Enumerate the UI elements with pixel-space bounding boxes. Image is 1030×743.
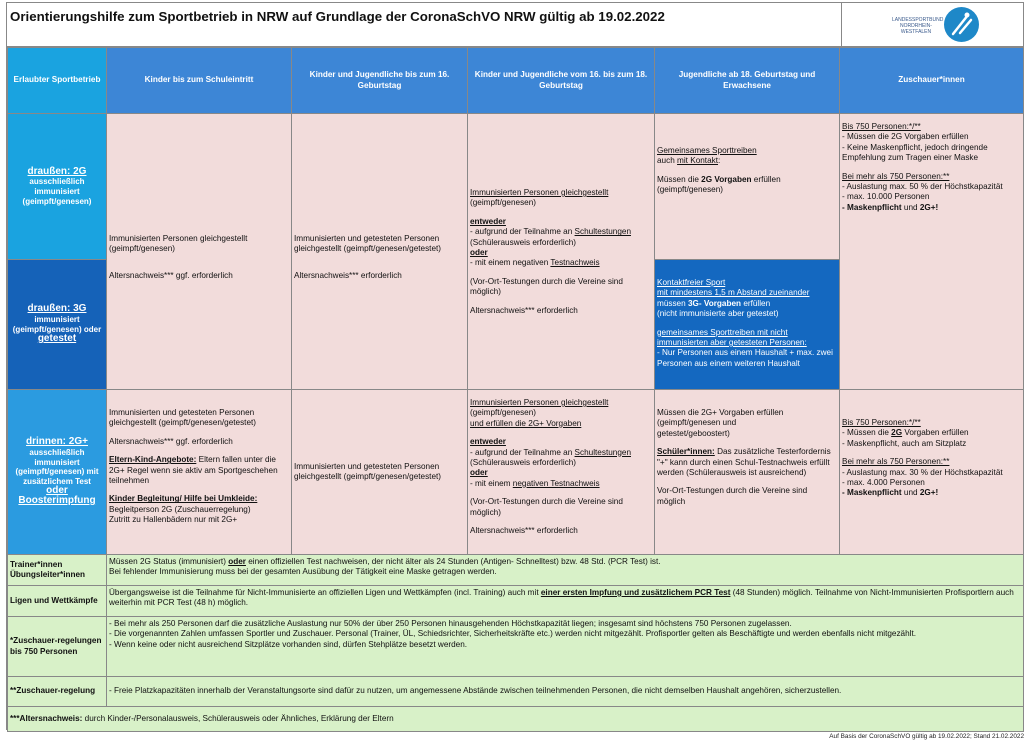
label-trainer: Trainer*innen Übungsleiter*innen (8, 555, 107, 586)
cell-zuschauerregelung: - Freie Platzkapazitäten innerhalb der Veranstaltungsorte sind dafür zu nutzen, um angemessene Abstände zwischen teilnehmenden Personen, die nicht demselben Haushalt angehören, sicherzustellen. (107, 677, 1024, 707)
col-header-zuschauer: Zuschauer*innen (840, 48, 1024, 114)
cell-ligen: Übergangsweise ist die Teilnahme für Nicht-Immunisierte an offiziellen Ligen und Wettkämpfen (incl. Training) auch mit einer ersten Impfung und zusätzlichem PCR Test (48 Stunden) möglich. Teilnahme von Nicht-Immunisierten Profisportlern auch weiterhin mit PCR Test (48 h) möglich. (107, 586, 1024, 617)
logo-line2: NORDRHEIN-WESTFALEN (900, 23, 932, 35)
cell-jug16-drinnen: Immunisierten und getesteten Personen gleichgestellt (geimpft/genesen/getestet) (292, 390, 468, 555)
cell-zuschauer-750: - Bei mehr als 250 Personen darf die zusätzliche Auslastung nur 50% der über 250 Personen hinausgehenden Höchstkapazität liegen; insgesamt sind höchstens 750 Personen zugelassen. - Die vorgenannten Zahlen umfassen Sportler und Zuschauer. Personal (Trainer, ÜL, Schiedsrichter, Sicherheitskräfte etc.) werden nicht mitgezählt. Profisportler gelten als Beschäftigte und werden ebenfalls nicht mitgezählt. - Wenn keine oder nicht ausreichend Sitzplätze vorhanden sind, dürfen Stehplätze besetzt werden. (107, 617, 1024, 677)
col-header-erwachsene: Jugendliche ab 18. Geburtstag und Erwachsene (655, 48, 840, 114)
label-zuschauerregelung: **Zuschauer-regelung (8, 677, 107, 707)
row-altersnachweis (8, 707, 1024, 732)
label-drinnen-2gplus: drinnen: 2G+ ausschließlich immunisiert (geimpft/genesen) mit zusätzlichem Test oder Boosterimpfung (8, 390, 107, 555)
col-header-jug16: Kinder und Jugendliche bis zum 16. Geburtstag (292, 48, 468, 114)
row-ligen (8, 586, 1024, 617)
cell-erw-draussen-2g: Gemeinsames Sporttreiben auch mit Kontakt: Müssen die 2G Vorgaben erfüllen (geimpft/genesen) (655, 114, 840, 260)
cell-zus-drinnen: Bis 750 Personen:*/** - Müssen die 2G Vorgaben erfüllen - Maskenpflicht, auch am Sitzplatz Bei mehr als 750 Personen:** - Auslastung max. 30 % der Höchstkapazität - max. 4.000 Personen - Maskenpflicht und 2G+! (840, 390, 1024, 555)
row-zuschauerregelung (8, 677, 1024, 707)
row-trainer (8, 555, 1024, 586)
label-draussen-3g: draußen: 3G immunisiert (geimpft/genesen) oder getestet (8, 260, 107, 390)
row-zuschauer-750 (8, 617, 1024, 677)
cell-altersnachweis: ***Altersnachweis: durch Kinder-/Personalausweis, Schülerausweis oder Ähnliches, Erklärung der Eltern (8, 707, 1024, 732)
label-ligen: Ligen und Wettkämpfe (8, 586, 107, 617)
col-header-kinder: Kinder bis zum Schuleintritt (107, 48, 292, 114)
logo-line1: LANDESSPORTBUND (892, 17, 944, 23)
cell-erw-draussen-3g: Kontaktfreier Sport mit mindestens 1,5 m Abstand zueinander müssen 3G- Vorgaben erfüllen (nicht immunisierte aber getestet) gemeinsames Sporttreiben mit nicht immunisierten aber getesteten Personen: - Nur Personen aus einem Haushalt + max. zwei Personen aus einem weiteren Haushalt (655, 260, 840, 390)
col-header-jug18: Kinder und Jugendliche vom 16. bis zum 18. Geburtstag (468, 48, 655, 114)
col-header-sportbetrieb: Erlaubter Sportbetrieb (8, 48, 107, 114)
cell-erw-drinnen: Müssen die 2G+ Vorgaben erfüllen (geimpft/genesen und getestet/geboostert) Schüler*innen: Das zusätzliche Testerfordernis "+" kann durch einen Schul-Testnachweis erfüllt werden (Schülerausweis ist ausreichend) Vor-Ort-Testungen durch die Vereine sind möglich (655, 390, 840, 555)
rules-table (7, 47, 1024, 732)
logo (841, 3, 1023, 47)
label-draussen-2g: draußen: 2G ausschließlich immunisiert (geimpft/genesen) (8, 114, 107, 260)
header (7, 3, 1023, 47)
cell-zus-draussen: Bis 750 Personen:*/** - Müssen die 2G Vorgaben erfüllen - Keine Maskenpflicht, jedoch dringende Empfehlung zum Tragen einer Maske Bei mehr als 750 Personen:** - Auslastung max. 50 % der Höchstkapazität - max. 10.000 Personen - Maskenpflicht und 2G+! (840, 114, 1024, 390)
page-title: Orientierungshilfe zum Sportbetrieb in NRW auf Grundlage der CoronaSchVO NRW gültig ab 19.02.2022 (10, 9, 665, 24)
table-header-row (8, 48, 1024, 114)
row-drinnen-2gplus (8, 390, 1024, 555)
cell-kinder-drinnen: Immunisierten und getesteten Personen gleichgestellt (geimpft/genesen/getestet) Altersnachweis*** ggf. erforderlich Eltern-Kind-Angebote: Eltern fallen unter die 2G+ Regel wenn sie aktiv am Sportgeschehen teilnehmen Kinder Begleitung/ Hilfe bei Umkleide: Begleitperson 2G (Zuschauerregelung) Zutritt zu Hallenbädern nur mit 2G+ (107, 390, 292, 555)
cell-kinder-draussen: Immunisierten Personen gleichgestellt (geimpft/genesen) Altersnachweis*** ggf. erforderlich (107, 114, 292, 390)
cell-trainer: Müssen 2G Status (immunisiert) oder einen offiziellen Test nachweisen, der nicht älter als 24 Stunden (Antigen- Schnelltest) bzw. 48 Std. (PCR Test) ist. Bei fehlender Immunisierung muss bei der gesamten Ausübung der Tätigkeit eine Maske getragen werden. (107, 555, 1024, 586)
document-page (6, 2, 1024, 730)
logo-emblem-icon (944, 7, 979, 42)
cell-jug16-draussen: Immunisierten und getesteten Personen gleichgestellt (geimpft/genesen/getestet) Altersnachweis*** erforderlich (292, 114, 468, 390)
cell-jug18-draussen: Immunisierten Personen gleichgestellt (geimpft/genesen) entweder - aufgrund der Teilnahme an Schultestungen (Schülerausweis erforderlich) oder - mit einem negativen Testnachweis (Vor-Ort-Testungen durch die Vereine sind möglich) Altersnachweis*** erforderlich (468, 114, 655, 390)
row-draussen-2g (8, 114, 1024, 260)
label-zuschauer-750: *Zuschauer-regelungen bis 750 Personen (8, 617, 107, 677)
footer-note: Auf Basis der CoronaSchVO gültig ab 19.02.2022; Stand 21.02.2022 (829, 733, 1024, 740)
cell-jug18-drinnen: Immunisierten Personen gleichgestellt (geimpft/genesen) und erfüllen die 2G+ Vorgaben entweder - aufgrund der Teilnahme an Schultestungen (Schülerausweis erforderlich) oder - mit einem negativen Testnachweis (Vor-Ort-Testungen durch die Vereine sind möglich) Altersnachweis*** erforderlich (468, 390, 655, 555)
